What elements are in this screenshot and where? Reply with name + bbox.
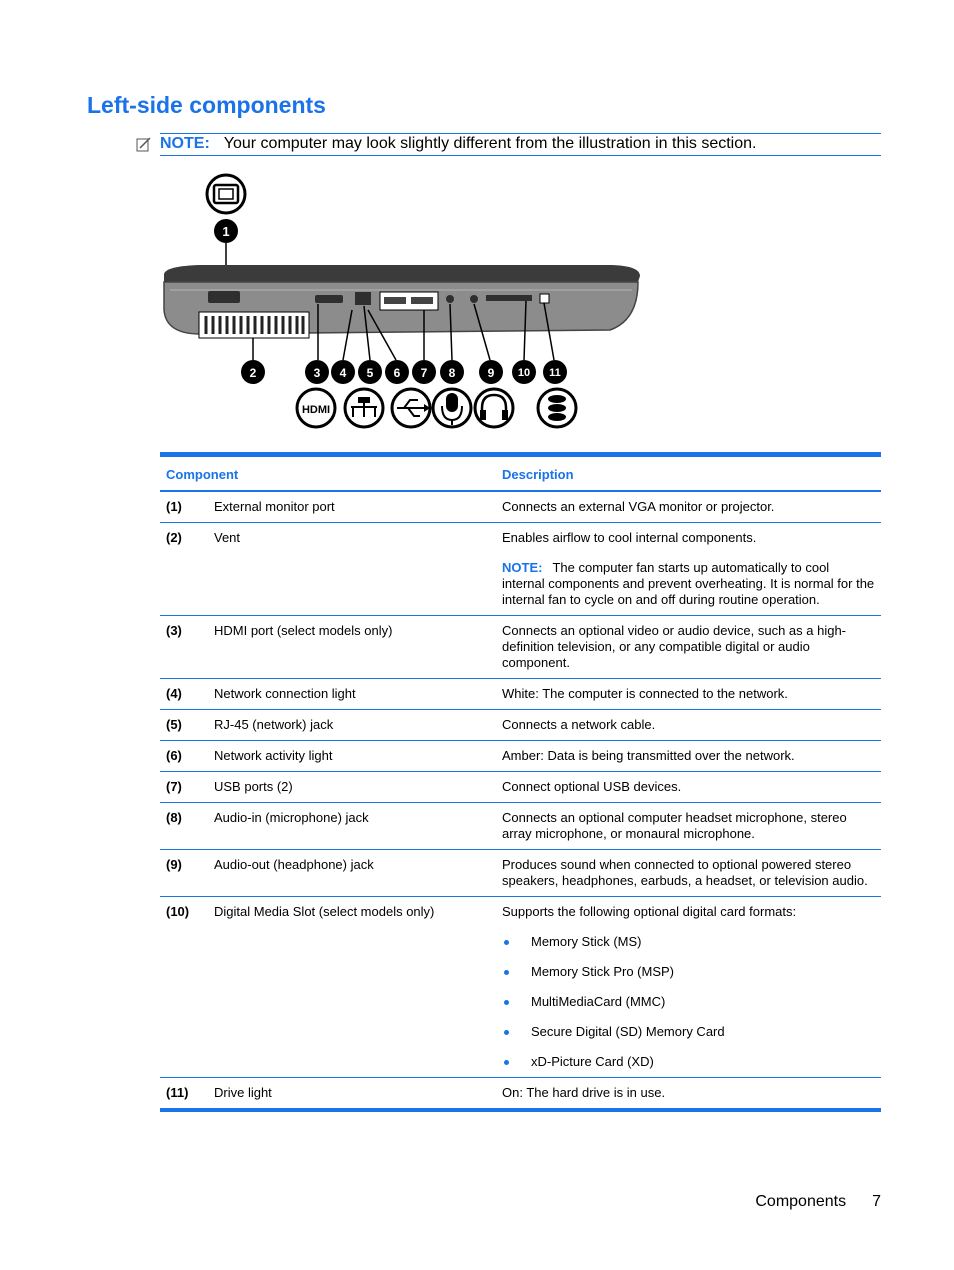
list-item: MultiMediaCard (MMC) [502,994,875,1010]
row-number: (11) [166,1085,189,1100]
vent-note [502,560,875,608]
laptop-body [164,265,640,338]
svg-text:8: 8 [448,366,456,380]
table-row [160,491,881,523]
row-description: Produces sound when connected to optional powered stereo speakers, headphones, earbuds, a headset, or television audio. [496,850,881,897]
svg-text:9: 9 [487,366,495,380]
note-text: Your computer may look slightly different from the illustration in this section. [223,135,757,152]
svg-text:2: 2 [249,366,257,380]
table-row [160,616,881,679]
microphone-icon [433,389,471,427]
row-number: (1) [160,491,208,523]
list-item: Memory Stick (MS) [502,934,875,950]
callout-9 [479,360,503,384]
hdmi-icon [297,389,335,427]
row-description: Connects an optional computer headset microphone, stereo array microphone, or monaural microphone. [496,803,881,850]
external-monitor-icon [207,175,245,213]
page-number: 7 [872,1193,881,1210]
row-number: (2) [160,523,208,616]
row-description-cell [496,523,881,616]
table-row [160,803,881,850]
svg-text:1: 1 [222,224,230,239]
row-component: Digital Media Slot (select models only) [208,897,496,1078]
drive-light-icon [538,389,576,427]
table-row [160,772,881,803]
row-component: External monitor port [208,491,496,523]
table-row [160,850,881,897]
row-component: Network activity light [208,741,496,772]
list-item: xD-Picture Card (XD) [502,1054,875,1070]
note-pencil-icon [136,136,152,152]
svg-text:4: 4 [339,366,347,380]
callout-2 [241,360,265,384]
table-row [160,679,881,710]
row-number: (3) [160,616,208,679]
row-component: Audio-out (headphone) jack [208,850,496,897]
callout-11 [543,360,567,384]
row-component: Network connection light [208,679,496,710]
svg-text:11: 11 [549,367,561,379]
row-description: Connects an optional video or audio device, such as a high-definition television, or any compatible digital or audio component. [496,616,881,679]
row-number: (9) [160,850,208,897]
page-title: Left-side components [87,92,326,118]
row-component: Audio-in (microphone) jack [208,803,496,850]
row-component: Vent [208,523,496,616]
row-component: HDMI port (select models only) [208,616,496,679]
row-description-cell [496,897,881,1078]
callout-6 [385,360,409,384]
row-component: RJ-45 (network) jack [208,710,496,741]
header-description: Description [496,455,881,492]
row-component: Drive light [214,1085,272,1100]
network-icon [345,389,383,427]
svg-text:HDMI: HDMI [301,404,331,416]
row-number: (8) [160,803,208,850]
table-row [160,741,881,772]
svg-text:7: 7 [420,366,428,380]
callout-10 [512,360,536,384]
callout-7 [412,360,436,384]
row-number: (4) [160,679,208,710]
headphone-icon [475,389,513,427]
laptop-left-side-illustration [160,170,640,435]
row-description: Enables airflow to cool internal components. [502,530,757,545]
callout-5 [358,360,382,384]
svg-text:10: 10 [517,367,531,379]
row-description: Connects a network cable. [496,710,881,741]
row-description: Supports the following optional digital card formats: [502,904,797,919]
row-number: (6) [160,741,208,772]
row-description: On: The hard drive is in use. [502,1085,666,1100]
row-number: (7) [160,772,208,803]
table-row [160,1078,881,1111]
row-description: White: The computer is connected to the network. [496,679,881,710]
row-description: Amber: Data is being transmitted over the network. [496,741,881,772]
row-number: (5) [160,710,208,741]
header-component: Component [160,455,496,492]
callout-4 [331,360,355,384]
page-footer [755,1193,881,1211]
row-number: (10) [160,897,208,1078]
components-table [160,452,881,1112]
list-item: Memory Stick Pro (MSP) [502,964,875,980]
table-row [160,710,881,741]
table-row [160,523,881,616]
note-bar [160,133,881,156]
vent-note-text: The computer fan starts up automatically to cool internal components and prevent overheating. It is normal for the internal fan to cycle on and off during routine operation. [502,560,875,607]
footer-section: Components [755,1193,847,1210]
card-format-list [502,934,875,1070]
note-label: NOTE: [160,135,210,152]
callout-1 [214,219,238,243]
list-item: Secure Digital (SD) Memory Card [502,1024,875,1040]
row-component: USB ports (2) [208,772,496,803]
row-description: Connects an external VGA monitor or projector. [496,491,881,523]
svg-text:5: 5 [366,366,374,380]
callout-8 [440,360,464,384]
vent-note-label: NOTE: [502,560,543,575]
callout-3 [305,360,329,384]
svg-text:6: 6 [393,366,401,380]
svg-text:3: 3 [313,366,321,380]
usb-icon [392,389,430,427]
row-description: Connect optional USB devices. [496,772,881,803]
table-header-row [160,455,881,492]
table-row [160,897,881,1078]
